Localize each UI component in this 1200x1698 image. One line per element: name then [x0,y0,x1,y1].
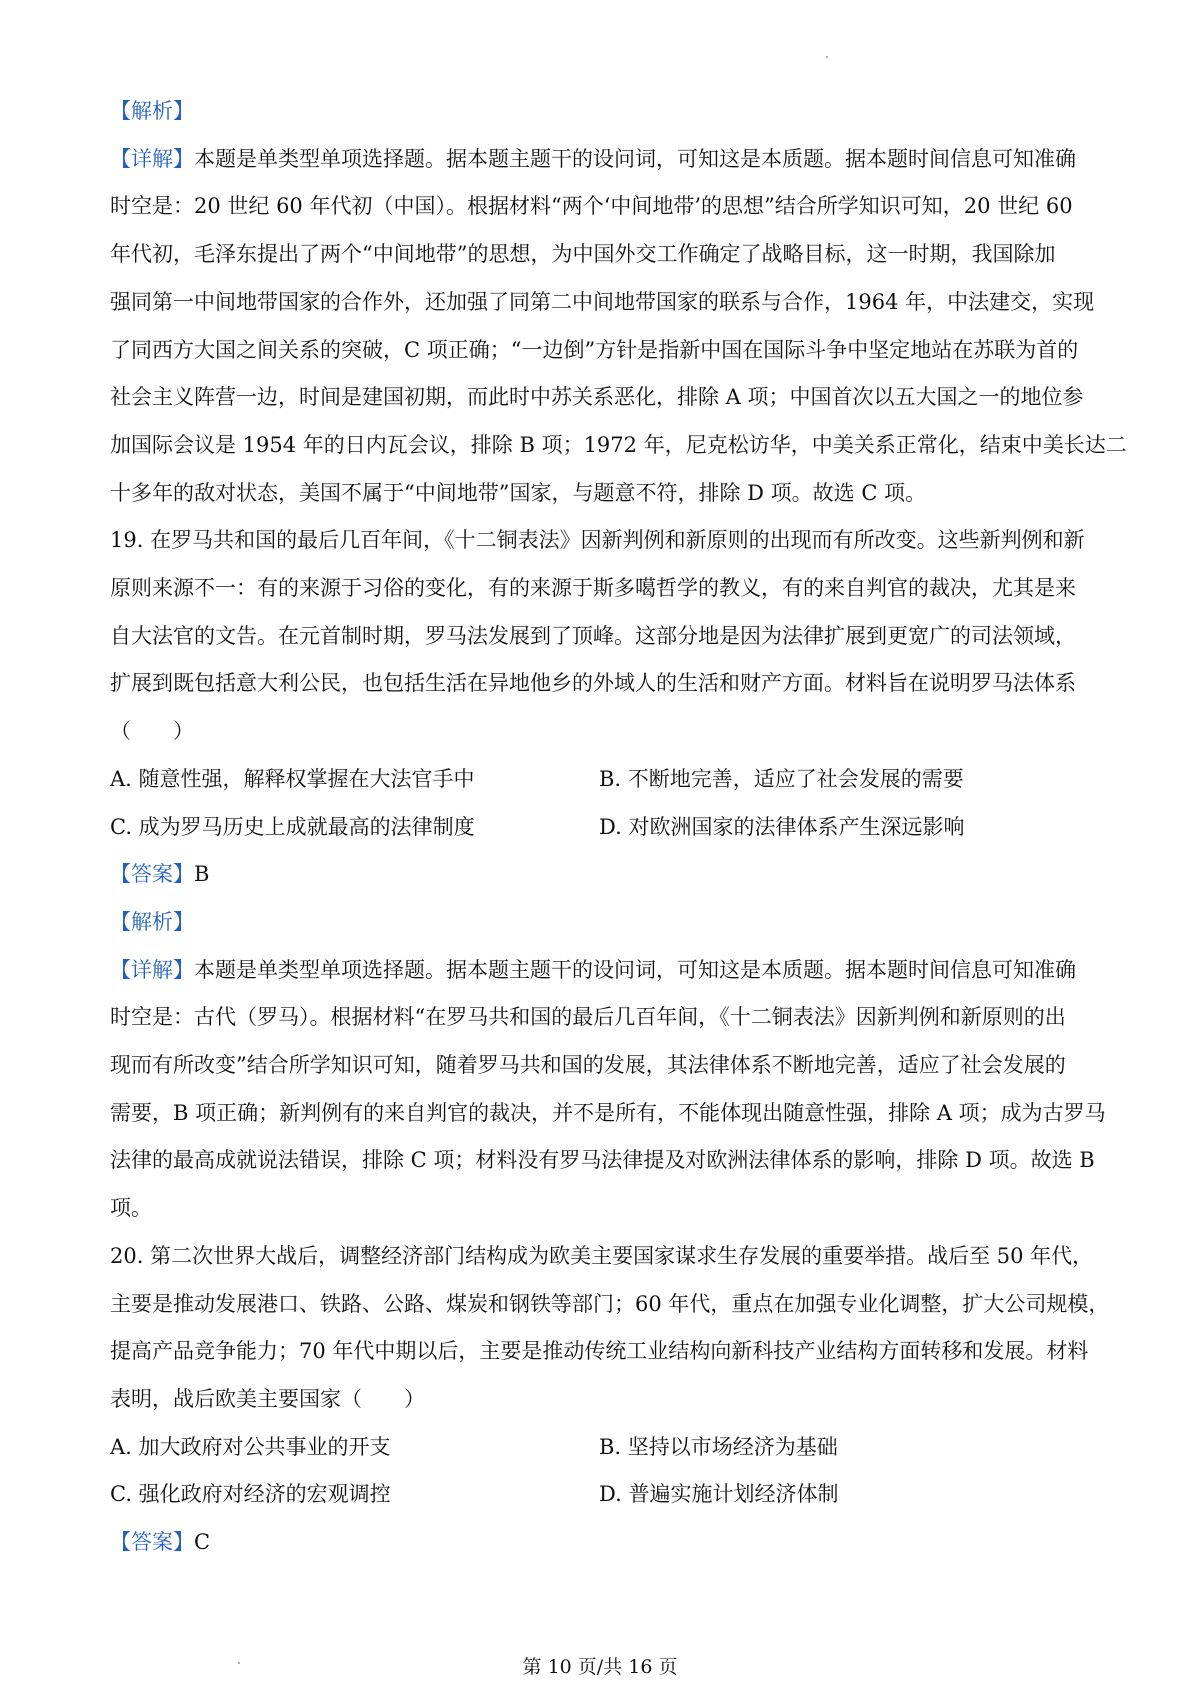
option-b: B. 不断地完善，适应了社会发展的需要 [599,766,964,791]
option-a: A. 随意性强，解释权掌握在大法官手中 [110,766,475,791]
question-19-stem-line: （ ） [110,719,194,744]
detail-paragraph-line: 时空是：古代（罗马）。根据材料“在罗马共和国的最后几百年间，《十二铜表法》因新判例和新原则的出 [110,1005,1066,1030]
option-d: D. 普遍实施计划经济体制 [599,1482,839,1507]
answer-tag: 【答案】 [110,1530,194,1555]
question-19-stem-line: 扩展到既包括意大利公民，也包括生活在异地他乡的外域人的生活和财产方面。材料旨在说明罗马法体系 [110,671,1076,696]
detail-paragraph-line: 现而有所改变”结合所学知识可知，随着罗马共和国的发展，其法律体系不断地完善，适应了社会发展的 [110,1053,1066,1078]
scan-speck [826,56,828,58]
detail-paragraph-line: 强同第一中间地带国家的合作外，还加强了同第二中间地带国家的联系与合作，1964 年，中法建交，实现 [110,289,1095,314]
detail-paragraph-line: 法律的最高成就说法错误，排除 C 项；材料没有罗马法律提及对欧洲法律体系的影响，排除 D 项。故选 B [110,1148,1095,1173]
answer-tag: 【答案】 [110,862,194,887]
detail-tag: 【详解】 [110,146,194,171]
option-b: B. 坚持以市场经济为基础 [599,1434,838,1459]
analysis-heading: 【解析】 [110,99,194,123]
detail-paragraph-line: 年代初，毛泽东提出了两个“中间地带”的思想，为中国外交工作确定了战略目标，这一时期，我国除加 [110,242,1056,267]
answer-line [110,1519,1100,1567]
option-c: C. 强化政府对经济的宏观调控 [110,1482,391,1507]
document-page [110,88,1127,1567]
detail-paragraph-line: 时空是：20 世纪 60 年代初（中国）。根据材料“两个‘中间地带’的思想”结合所学知识可知，20 世纪 60 [110,194,1073,219]
question-20-options-row [110,1471,1100,1519]
detail-paragraph-line [110,136,1100,184]
question-20-stem-line: 表明，战后欧美主要国家（ ） [110,1386,425,1411]
question-19-stem-line: 原则来源不一：有的来源于习俗的变化，有的来源于斯多噶哲学的教义，有的来自判官的裁决，尤其是来 [110,576,1076,601]
detail-paragraph-line: 加国际会议是 1954 年的日内瓦会议，排除 B 项；1972 年，尼克松访华，中美关系正常化，结束中美长达二 [110,432,1127,457]
option-c: C. 成为罗马历史上成就最高的法律制度 [110,814,475,839]
page-number: 第 10 页/共 16 页 [522,1656,678,1678]
detail-paragraph-line [110,947,1100,995]
question-19-stem-line: 自大法官的文告。在元首制时期，罗马法发展到了顶峰。这部分地是因为法律扩展到更宽广的司法领域， [110,623,1076,648]
question-20-options-row [110,1424,1100,1472]
analysis-heading: 【解析】 [110,909,194,934]
question-20-stem-line: 主要是推动发展港口、铁路、公路、煤炭和钢铁等部门；60 年代，重点在加强专业化调整，扩大公司规模， [110,1291,1110,1316]
detail-paragraph-line: 社会主义阵营一边，时间是建国初期，而此时中苏关系恶化，排除 A 项；中国首次以五大国之一的地位参 [110,385,1084,410]
question-19-options-row [110,756,1100,804]
answer-line [110,851,1100,899]
question-19-stem-line: 19. 在罗马共和国的最后几百年间，《十二铜表法》因新判例和新原则的出现而有所改变。这些新判例和新 [110,528,1085,553]
detail-paragraph-line: 了同西方大国之间关系的突破，C 项正确；“一边倒”方针是指新中国在国际斗争中坚定地站在苏联为首的 [110,337,1079,362]
detail-paragraph-line: 十多年的敌对状态，美国不属于“中间地带”国家，与题意不符，排除 D 项。故选 C 项。 [110,480,927,505]
option-d: D. 对欧洲国家的法律体系产生深远影响 [599,814,965,839]
answer-value: B [194,862,210,887]
detail-paragraph-line: 项。 [110,1196,152,1221]
detail-tag: 【详解】 [110,957,194,982]
question-19-options-row [110,804,1100,852]
detail-text: 本题是单类型单项选择题。据本题主题干的设问词，可知这是本质题。据本题时间信息可知准确 [194,957,1076,982]
question-20-stem-line: 20. 第二次世界大战后，调整经济部门结构成为欧美主要国家谋求生存发展的重要举措。战后至 50 年代， [110,1243,1094,1268]
detail-text: 本题是单类型单项选择题。据本题主题干的设问词，可知这是本质题。据本题时间信息可知准确 [194,146,1076,171]
answer-value: C [194,1530,211,1555]
option-a: A. 加大政府对公共事业的开支 [110,1434,391,1459]
detail-paragraph-line: 需要，B 项正确；新判例有的来自判官的裁决，并不是所有，不能体现出随意性强，排除 A 项；成为古罗马 [110,1100,1106,1125]
question-20-stem-line: 提高产品竞争能力；70 年代中期以后，主要是推动传统工业结构向新科技产业结构方面转移和发展。材料 [110,1339,1089,1364]
